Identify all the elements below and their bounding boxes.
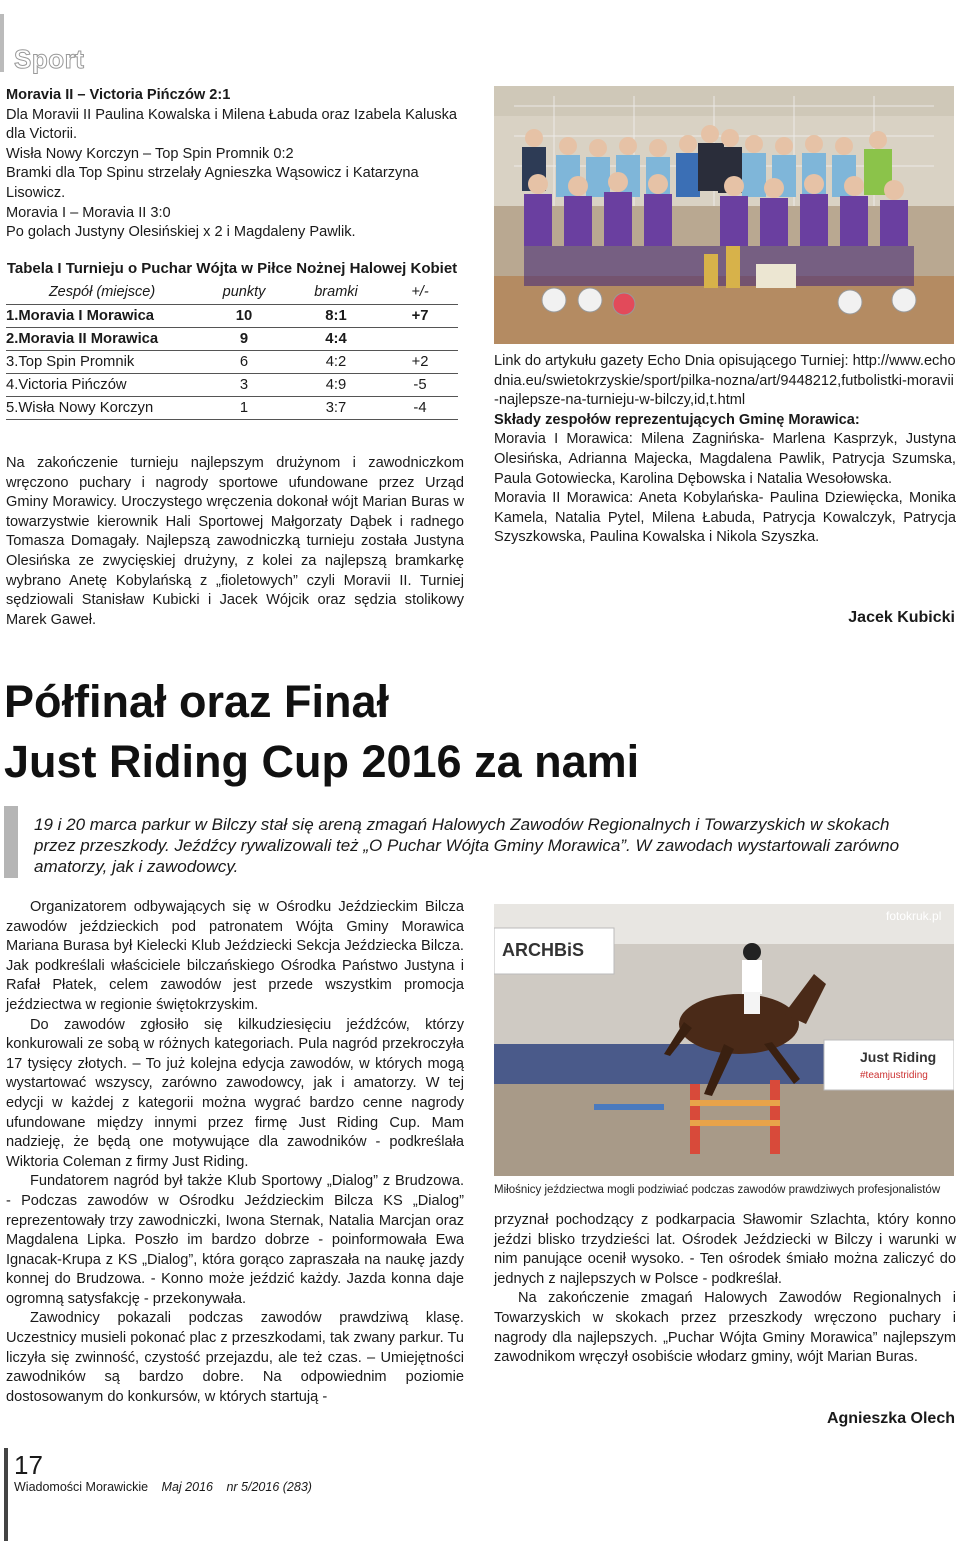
footer-publication [14, 1480, 322, 1494]
result-line: Po golach Justyny Olesińskiej x 2 i Magdaleny Pawlik. [6, 224, 356, 241]
body-paragraph: Na zakończenie zmagań Halowych Zawodów Regionalnych i Towarzyskich w skokach przez przeszkody wręczono puchary i nagrody dla najlepszych. „Puchar Wójta Gminy Morawica” najlepszym zawodnikom wręczył osobiście włodarz gminy, wójt Marian Buras. [494, 1290, 956, 1366]
issue-number: nr 5/2016 (283) [226, 1480, 312, 1494]
banner-text: #teamjustriding [860, 1070, 928, 1081]
diff-cell: -4 [382, 397, 458, 420]
column-header: +/- [382, 279, 458, 305]
squad-moravia-2: Moravia II Morawica: Aneta Kobylańska- Paulina Dziewięcka, Monika Kamela, Natalia Pytel, Milena Łabuda, Patrycja Kowalczyk, Patrycja Szyszkowska, Paulina Kowalska i Nikola Szyszka. [494, 490, 956, 546]
goals-cell: 4:9 [290, 374, 382, 397]
goals-cell: 8:1 [290, 305, 382, 328]
team-photo [494, 86, 954, 344]
lead-paragraph: 19 i 20 marca parkur w Bilczy stał się areną zmagań Halowych Zawodów Regionalnych i Towarzyskich w skokach przez przeszkody. Jeźdźcy rywalizowali też „O Puchar Wójta Gminy Morawica”. W zawodach wystartowali zarówno amatorzy, jak i zawodowcy. [34, 815, 900, 876]
article-link-and-squads [494, 352, 956, 548]
diff-cell [382, 328, 458, 351]
standings-table [6, 279, 458, 420]
table-row [6, 351, 458, 374]
article-body-right [494, 1211, 956, 1368]
team-photo-illustration [494, 86, 954, 344]
team-cell: 2.Moravia II Morawica [6, 328, 198, 351]
footer-bar [4, 1448, 8, 1541]
result-line: Dla Moravii II Paulina Kowalska i Milena Łabuda oraz Izabela Kaluska dla Victorii. [6, 106, 458, 143]
points-cell: 3 [198, 374, 290, 397]
body-paragraph: Fundatorem nagród był także Klub Sportowy „Dialog” z Brudzowa. - Podczas zawodów w Ośrodku Jeździeckim Bilcza KS „Dialog” reprezentowały trzy zawodniczki, Iwona Sternak, Natalia Marcjan oraz Magdalena Lipka. Poszło im bardzo dobrze - poinformowała Ewa Ignacak-Krupa z KS „Dialog”, która gorąco zapraszała na naukę jazdy konnej do Brudzowa. - Konno może jeździć każdy. Jazda konna daje ogromną satysfakcję - przekonywała. [6, 1173, 464, 1307]
horse-jump-illustration [494, 904, 954, 1176]
table-row [6, 374, 458, 397]
body-paragraph: Zawodnicy pokazali podczas zawodów prawdziwą klasę. Uczestnicy musieli pokonać plac z przeszkodami, tak zwany parkur. Tu liczyła się zwinność, czystość przejazdu, ale też czas. – Umiejętności zawodników są bardzo dobre. Na odpowiednim poziomie dostosowanym do konkursów, w których startują - [6, 1310, 464, 1405]
closing-paragraph: Na zakończenie turnieju najlepszym drużynom i zawodniczkom wręczono puchary i nagrody sportowe ufundowane przez Urząd Gminy Morawicy. Uroczystego wręczenia dokonał wójt Marian Buras w towarzystwie kierownik Hali Sportowej Małgorzaty Dąbek i radnego Tomasza Domagały. Najlepszą zawodniczką turnieju została Justyna Olesińska ze zwycięskiej drużyny, z kolei za najlepszą bramkarkę wybrano Anetę Kobylańską z „fioletowych” czyli Moravii II. Turniej sędziowali Stanisław Kubicki i Jacek Wójcik oraz sędzia stolikowy Marek Gaweł. [6, 455, 464, 628]
league-table [6, 258, 458, 420]
banner-text: Just Riding [860, 1049, 937, 1065]
squads-heading: Składy zespołów reprezentujących Gminę Morawica: [494, 411, 860, 428]
diff-cell: +7 [382, 305, 458, 328]
team-cell: 3.Top Spin Promnik [6, 351, 198, 374]
table-row [6, 305, 458, 328]
points-cell: 6 [198, 351, 290, 374]
lead-bar [4, 806, 18, 878]
team-cell: 5.Wisła Nowy Korczyn [6, 397, 198, 420]
team-cell: 1.Moravia I Morawica [6, 305, 198, 328]
diff-cell: -5 [382, 374, 458, 397]
section-label: Sport [14, 44, 85, 74]
page-number: 17 [14, 1450, 43, 1480]
result-line: Bramki dla Top Spinu strzelały Agnieszka Wąsowicz i Katarzyna Lisowicz. [6, 165, 419, 201]
result-line: Wisła Nowy Korczyn – Top Spin Promnik 0:2 [6, 145, 294, 162]
headline-line: Półfinał oraz Finał [4, 676, 390, 727]
publication-name: Wiadomości Morawickie [14, 1480, 149, 1494]
squad-moravia-1: Moravia I Morawica: Milena Zagnińska- Marlena Kasprzyk, Justyna Olesińska, Adrianna Majecka, Magdalena Pawlik, Patrycja Szumska, Paula Gotowiecka, Karolina Dębowska i Natalia Wesołowska. [494, 431, 956, 487]
article-headline [4, 672, 904, 792]
issue-month: Maj 2016 [161, 1480, 213, 1494]
photo-watermark: fotokruk.pl [886, 909, 942, 923]
body-paragraph: Do zawodów zgłosiło się kilkudziesięciu jeźdźców, którzy konkurowali ze sobą w różnych kategoriach. Pula nagród przekroczyła 17 tysięcy złotych. – To już kolejna edycja zawodów, w których mogą wystartować wszyscy, zarówno zawodowcy, jak i amatorzy. W tej edycji w każdej z kategorii można wygrać bardzo cenne nagrody ufundowane między innymi przez firmę Just Riding Cup. Mam nadzieję, że będą one motywujące dla zawodników - podkreślała Wiktoria Coleman z firmy Just Riding. [6, 1016, 464, 1170]
goals-cell: 4:4 [290, 328, 382, 351]
horse-jump-photo [494, 904, 954, 1176]
points-cell: 1 [198, 397, 290, 420]
diff-cell: +2 [382, 351, 458, 374]
author-signature: Agnieszka Olech [826, 1410, 955, 1427]
section-bar [0, 14, 4, 72]
match-results [6, 86, 464, 243]
article-link[interactable]: Link do artykułu gazety Echo Dnia opisującego Turniej: http://www.echodnia.eu/swietokrzyskie/sport/pilka-nozna/art/9448212,futbolistki-moravii-najlepsze-na-turnieju-w-bilczy,id,t.html [494, 353, 956, 409]
column-header: punkty [198, 279, 290, 305]
goals-cell: 3:7 [290, 397, 382, 420]
table-row [6, 397, 458, 420]
column-header: Zespół (miejsce) [6, 279, 198, 305]
table-title: Tabela I Turnieju o Puchar Wójta w Piłce Nożnej Halowej Kobiet [6, 260, 458, 277]
headline-line: Just Riding Cup 2016 za nami [4, 736, 640, 787]
article-body-left [6, 898, 464, 1407]
table-header-row [6, 279, 458, 305]
table-row [6, 328, 458, 351]
points-cell: 9 [198, 328, 290, 351]
result-line: Moravia II – Victoria Pińczów 2:1 [6, 87, 231, 103]
banner-text: ARCHBiS [502, 940, 585, 960]
author-signature: Jacek Kubicki [848, 609, 955, 626]
body-paragraph: Organizatorem odbywających się w Ośrodku Jeździeckim Bilcza zawodów jeździeckich pod patronatem Wójta Gminy Morawica Mariana Burasa był Kielecki Klub Jeździecki Sekcja Jeździecka Bilcza. Jak podkreślali właściciele bilczańskiego Ośrodka Państwo Justyna i Rafał Płatek, celem zawodów jest przede wszystkim promocja jeździectwa w regionie świętokrzyskim. [6, 899, 464, 1013]
result-line: Moravia I – Moravia II 3:0 [6, 204, 171, 221]
goals-cell: 4:2 [290, 351, 382, 374]
photo-caption: Miłośnicy jeździectwa mogli podziwiać podczas zawodów prawdziwych profesjonalistów [494, 1184, 941, 1196]
team-cell: 4.Victoria Pińczów [6, 374, 198, 397]
points-cell: 10 [198, 305, 290, 328]
column-header: bramki [290, 279, 382, 305]
body-paragraph: przyznał pochodzący z podkarpacia Sławomir Szlachta, który konno jeździ blisko trzydzieści lat. Ośrodek Jeździecki w Bilczy i warunki w nim panujące ocenił wysoko. - Ten ośrodek śmiało można zaliczyć do jednych z najlepszych w Polsce - podkreślał. [494, 1212, 956, 1287]
